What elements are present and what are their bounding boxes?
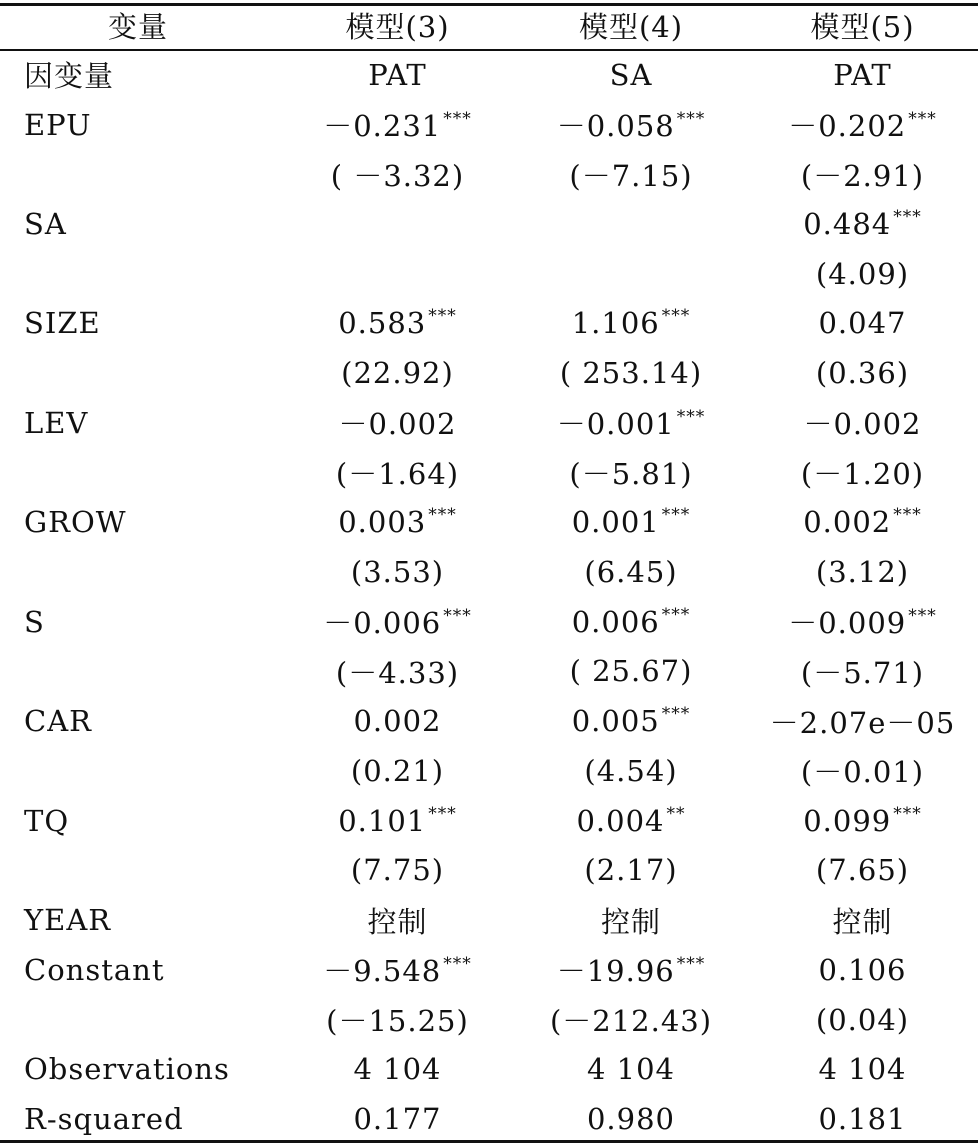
- table-cell: [515, 597, 747, 647]
- cell-content: [801, 452, 924, 493]
- table-cell: [747, 398, 978, 448]
- cell-value: (6.45): [584, 555, 678, 590]
- table-cell: [515, 1044, 747, 1094]
- cell-content: [816, 555, 909, 589]
- cell-value: (4.09): [815, 256, 910, 291]
- cell-value: 0.006: [571, 604, 660, 639]
- table-row: [0, 199, 978, 249]
- table-row: [0, 50, 978, 100]
- table-cell: [280, 746, 515, 796]
- table-cell: [515, 1094, 747, 1144]
- table-row: [0, 547, 978, 597]
- cell-content: [818, 306, 906, 340]
- cell-content: [557, 949, 706, 990]
- row-label: 因变量: [24, 59, 115, 94]
- table-cell: [747, 249, 978, 299]
- cell-content: [584, 555, 677, 589]
- cell-content: [801, 651, 924, 692]
- table-cell: [515, 398, 747, 448]
- cell-content: [336, 452, 459, 493]
- table-cell: [280, 796, 515, 846]
- cell-content: [569, 452, 692, 493]
- cell-content: [587, 1052, 675, 1086]
- significance-stars: ***: [428, 306, 457, 327]
- cell-content: [351, 555, 444, 589]
- cell-value: 控制: [600, 904, 661, 939]
- table-row: [0, 299, 978, 349]
- table-cell: [280, 497, 515, 547]
- table-cell: [747, 1044, 978, 1094]
- cell-value: (22.92): [341, 356, 454, 391]
- row-label: S: [24, 604, 45, 639]
- cell-value: (0.21): [350, 753, 445, 788]
- significance-stars: ***: [893, 803, 922, 824]
- cell-value: －0.202: [788, 109, 907, 144]
- table-row: [0, 497, 978, 547]
- cell-content: [560, 356, 702, 390]
- cell-content: [323, 104, 472, 145]
- table-row: [0, 846, 978, 896]
- cell-value: 控制: [367, 904, 428, 939]
- table-cell: [747, 50, 978, 100]
- cell-value: 0.101: [338, 803, 427, 838]
- cell-content: [572, 505, 691, 539]
- row-label: [0, 547, 280, 597]
- cell-value: (－1.20): [800, 457, 925, 492]
- table-row: [0, 100, 978, 150]
- cell-content: [816, 1003, 909, 1037]
- cell-value: (－2.91): [800, 158, 925, 193]
- cell-content: [803, 804, 922, 838]
- table-body: [0, 50, 978, 1144]
- cell-content: [788, 601, 937, 642]
- table-cell: [747, 746, 978, 796]
- row-label: SIZE: [24, 306, 101, 341]
- significance-stars: ***: [661, 505, 691, 526]
- cell-value: －0.002: [803, 407, 922, 442]
- table-cell: [515, 497, 747, 547]
- header-model-5: 模型(5): [810, 9, 915, 44]
- table-cell: [747, 597, 978, 647]
- cell-value: PAT: [368, 57, 427, 92]
- cell-content: [572, 306, 691, 340]
- table-cell: [515, 199, 747, 249]
- table-header: [0, 0, 978, 50]
- table-cell: [280, 149, 515, 199]
- cell-content: [788, 104, 937, 145]
- table-cell: [515, 448, 747, 498]
- table-cell: [515, 895, 747, 945]
- cell-content: [816, 356, 909, 390]
- table-row: [0, 1044, 978, 1094]
- cell-content: [818, 1102, 906, 1136]
- cell-content: [576, 804, 685, 838]
- table-cell: [515, 696, 747, 746]
- table-cell: [515, 100, 747, 150]
- table-cell: [515, 348, 747, 398]
- table-row: [0, 149, 978, 199]
- table-cell: [515, 547, 747, 597]
- row-label: [0, 846, 280, 896]
- table-cell: [515, 149, 747, 199]
- table-cell: [747, 199, 978, 249]
- significance-stars: ***: [428, 505, 457, 526]
- cell-content: [367, 900, 427, 941]
- table-cell: [280, 995, 515, 1045]
- cell-content: [832, 900, 892, 941]
- cell-value: 0.181: [818, 1101, 907, 1136]
- cell-value: －0.009: [788, 606, 907, 641]
- cell-value: －0.231: [323, 109, 442, 144]
- cell-content: [338, 306, 457, 340]
- cell-value: (0.04): [815, 1002, 910, 1037]
- cell-value: 4 104: [586, 1052, 676, 1087]
- cell-value: 1.106: [571, 306, 660, 341]
- table-cell: [747, 846, 978, 896]
- row-label: [0, 249, 280, 299]
- significance-stars: ***: [676, 407, 706, 428]
- cell-content: [351, 754, 444, 788]
- cell-content: [601, 900, 661, 941]
- table-cell: [280, 50, 515, 100]
- table-cell: [280, 398, 515, 448]
- table-row: [0, 448, 978, 498]
- cell-value: (－7.15): [569, 158, 693, 193]
- cell-value: PAT: [833, 57, 892, 92]
- table-row: [0, 945, 978, 995]
- cell-value: 0.004: [576, 803, 665, 838]
- cell-value: 0.003: [338, 505, 427, 540]
- table-cell: [747, 348, 978, 398]
- cell-content: [610, 58, 653, 92]
- table-cell: [280, 199, 515, 249]
- table-cell: [515, 299, 747, 349]
- cell-value: －0.006: [323, 606, 442, 641]
- cell-content: [803, 207, 922, 241]
- table-cell: [280, 547, 515, 597]
- row-label: [0, 995, 280, 1045]
- significance-stars: ***: [443, 109, 472, 130]
- header-row: [0, 0, 978, 50]
- cell-value: SA: [609, 57, 653, 92]
- cell-content: [801, 154, 924, 195]
- row-label: SA: [24, 207, 67, 242]
- cell-content: [550, 999, 712, 1040]
- table-cell: [747, 1094, 978, 1144]
- table-cell: [280, 696, 515, 746]
- table-cell: [280, 945, 515, 995]
- significance-stars: ***: [661, 604, 691, 625]
- table-cell: [515, 50, 747, 100]
- table-row: [0, 895, 978, 945]
- cell-content: [353, 1052, 441, 1086]
- header-variable: 变量: [108, 9, 169, 44]
- header-model-3: 模型(3): [345, 9, 450, 44]
- table-cell: [747, 995, 978, 1045]
- cell-value: (－1.64): [335, 457, 460, 492]
- table-cell: [747, 149, 978, 199]
- cell-content: [587, 1102, 675, 1136]
- table-row: [0, 647, 978, 697]
- cell-value: 0.583: [338, 306, 427, 341]
- cell-value: 0.002: [803, 505, 892, 540]
- cell-value: 0.002: [353, 704, 442, 739]
- table-cell: [515, 796, 747, 846]
- table-cell: [747, 945, 978, 995]
- cell-content: [816, 257, 909, 291]
- cell-content: [557, 104, 706, 145]
- cell-content: [801, 750, 924, 791]
- significance-stars: ***: [676, 954, 706, 975]
- row-label: Constant: [24, 952, 165, 987]
- cell-value: 0.047: [818, 306, 907, 341]
- table-cell: [747, 100, 978, 150]
- cell-content: [351, 853, 444, 887]
- cell-content: [803, 505, 922, 539]
- cell-content: [353, 1102, 441, 1136]
- cell-value: (4.54): [584, 753, 678, 788]
- table-cell: [280, 249, 515, 299]
- significance-stars: ***: [893, 505, 922, 526]
- row-label: [0, 746, 280, 796]
- cell-value: (7.65): [815, 853, 910, 888]
- table-cell: [515, 249, 747, 299]
- cell-value: (3.53): [350, 555, 445, 590]
- row-label: YEAR: [24, 903, 112, 938]
- cell-value: 4 104: [353, 1052, 442, 1087]
- cell-value: ( 25.67): [569, 654, 693, 689]
- cell-value: (－4.33): [335, 655, 460, 690]
- table-row: [0, 746, 978, 796]
- table-row: [0, 995, 978, 1045]
- cell-content: [341, 356, 454, 390]
- cell-content: [338, 505, 457, 539]
- table-cell: [280, 100, 515, 150]
- header-model-4: 模型(4): [578, 9, 684, 44]
- cell-value: ( －3.32): [330, 158, 465, 193]
- table-cell: [747, 696, 978, 746]
- cell-content: [323, 949, 472, 990]
- table-cell: [747, 796, 978, 846]
- cell-content: [353, 704, 441, 738]
- row-label: Observations: [24, 1052, 230, 1087]
- cell-content: [770, 701, 956, 742]
- table-row: [0, 696, 978, 746]
- table-cell: [515, 647, 747, 697]
- cell-value: －0.058: [556, 109, 675, 144]
- cell-content: [833, 58, 892, 92]
- cell-value: －2.07e－05: [769, 705, 956, 740]
- cell-value: (－5.81): [569, 457, 693, 492]
- table-cell: [515, 846, 747, 896]
- cell-content: [570, 654, 693, 688]
- table-cell: [515, 945, 747, 995]
- cell-value: (－212.43): [549, 1004, 713, 1039]
- table-cell: [280, 597, 515, 647]
- table-row: [0, 1094, 978, 1144]
- row-label: GROW: [24, 505, 127, 540]
- cell-content: [331, 154, 464, 195]
- table-cell: [747, 497, 978, 547]
- cell-value: －0.001: [556, 407, 675, 442]
- cell-value: (7.75): [350, 853, 445, 888]
- cell-value: 0.177: [353, 1101, 442, 1136]
- table-cell: [515, 995, 747, 1045]
- cell-value: －19.96: [556, 954, 675, 989]
- cell-value: 0.001: [571, 505, 660, 540]
- cell-value: 控制: [832, 904, 893, 939]
- significance-stars: ***: [908, 109, 937, 130]
- significance-stars: ***: [676, 109, 706, 130]
- cell-content: [803, 402, 921, 443]
- table-cell: [280, 1044, 515, 1094]
- row-label: R-squared: [24, 1101, 184, 1136]
- table-cell: [280, 1094, 515, 1144]
- cell-value: －0.002: [338, 407, 457, 442]
- table-cell: [280, 448, 515, 498]
- cell-value: (－0.01): [800, 755, 925, 790]
- cell-value: －9.548: [323, 954, 442, 989]
- cell-value: 4 104: [818, 1052, 907, 1087]
- cell-value: 0.484: [803, 207, 892, 242]
- cell-value: (2.17): [584, 853, 678, 888]
- cell-value: 0.106: [818, 952, 907, 987]
- table-cell: [280, 647, 515, 697]
- cell-content: [572, 605, 691, 639]
- row-label: EPU: [24, 107, 92, 142]
- table-cell: [747, 547, 978, 597]
- cell-content: [323, 601, 472, 642]
- table-row: [0, 796, 978, 846]
- table-cell: [747, 895, 978, 945]
- table-cell: [280, 348, 515, 398]
- table-cell: [747, 448, 978, 498]
- cell-content: [338, 402, 456, 443]
- significance-stars: ***: [661, 704, 691, 725]
- significance-stars: ***: [443, 954, 472, 975]
- table-cell: [515, 746, 747, 796]
- significance-stars: ***: [893, 207, 922, 228]
- row-label: CAR: [24, 704, 92, 739]
- table-row: [0, 249, 978, 299]
- row-label: [0, 647, 280, 697]
- cell-content: [818, 953, 906, 987]
- significance-stars: **: [666, 803, 686, 824]
- cell-content: [584, 754, 677, 788]
- table-cell: [747, 647, 978, 697]
- cell-content: [338, 804, 457, 838]
- row-label: [0, 448, 280, 498]
- cell-content: [557, 402, 706, 443]
- row-label: [0, 149, 280, 199]
- significance-stars: ***: [661, 306, 691, 327]
- row-label: [0, 348, 280, 398]
- cell-value: ( 253.14): [559, 356, 703, 391]
- cell-value: 0.005: [571, 704, 660, 739]
- cell-content: [572, 704, 691, 738]
- cell-content: [584, 853, 677, 887]
- cell-content: [816, 853, 909, 887]
- significance-stars: ***: [443, 606, 472, 627]
- cell-value: (3.12): [815, 555, 910, 590]
- cell-value: (－5.71): [800, 655, 925, 690]
- cell-value: 0.980: [586, 1101, 676, 1136]
- cell-content: [818, 1052, 906, 1086]
- cell-content: [326, 999, 469, 1040]
- table-cell: [280, 846, 515, 896]
- significance-stars: ***: [428, 803, 457, 824]
- table-cell: [747, 299, 978, 349]
- table-row: [0, 597, 978, 647]
- row-label: TQ: [24, 803, 70, 838]
- cell-value: 0.099: [803, 803, 892, 838]
- table-row: [0, 348, 978, 398]
- cell-content: [336, 651, 459, 692]
- table-cell: [280, 895, 515, 945]
- cell-value: (－15.25): [326, 1004, 469, 1039]
- row-label: LEV: [24, 405, 89, 440]
- cell-content: [569, 154, 692, 195]
- significance-stars: ***: [908, 606, 937, 627]
- cell-content: [368, 58, 427, 92]
- table-cell: [280, 299, 515, 349]
- cell-value: (0.36): [815, 356, 910, 391]
- table-row: [0, 398, 978, 448]
